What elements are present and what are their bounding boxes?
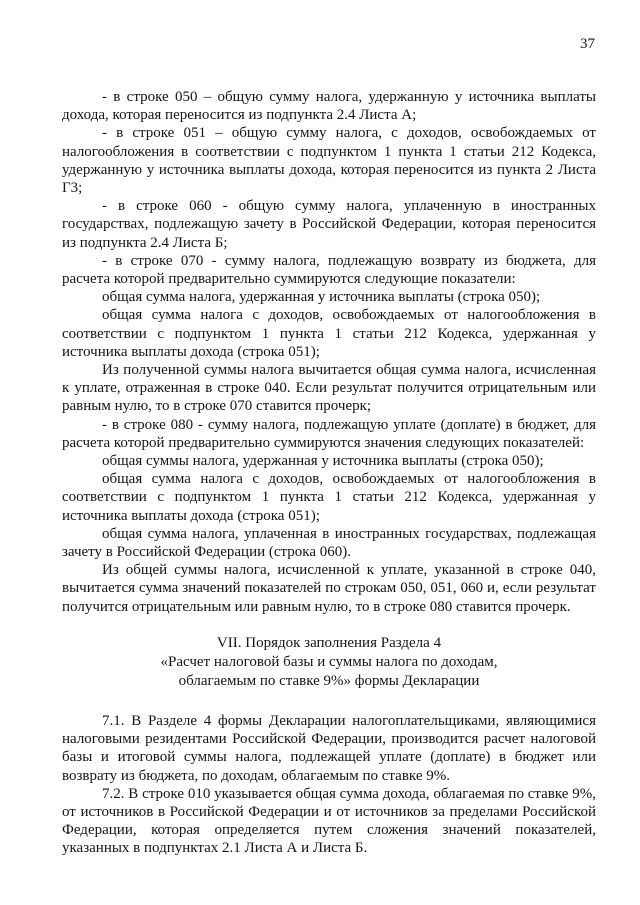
- paragraph-line-050: - в строке 050 – общую сумму налога, удержанную у источника выплаты дохода, которая переносится из подпункта 2.4 Листа А;: [62, 89, 596, 124]
- paragraph-080-item-2: общая сумма налога с доходов, освобождаемых от налогообложения в соответствии с подпунктом 1 пункта 1 статьи 212 Кодекса, удержанная у источника выплаты дохода (строка 051);: [62, 471, 596, 524]
- paragraph-070-item-1: общая сумма налога, удержанная у источника выплаты (строка 050);: [102, 289, 541, 306]
- paragraph-line-080: - в строке 080 - сумму налога, подлежащую уплате (доплате) в бюджет, для расчета которой предварительно суммируются значения следующих показателей:: [62, 416, 596, 451]
- section-title-line-1: VII. Порядок заполнения Раздела 4: [216, 634, 442, 651]
- paragraph-070-item-2: общая сумма налога с доходов, освобождаемых от налогообложения в соответствии с подпунктом 1 пункта 1 статьи 212 Кодекса, удержанная у источника выплаты дохода (строка 051);: [62, 307, 596, 360]
- document-body: [62, 88, 596, 858]
- paragraph-7-1: 7.1. В Разделе 4 формы Декларации налогоплательщиками, являющимися налоговыми резидентами Российской Федерации, производится расчет налоговой базы и итоговой суммы налога, подлежащей уплате (доплате) в бюджет или возврату из бюджета, по доходам, облагаемым по ставке 9%.: [62, 712, 596, 784]
- paragraph-070-result: Из полученной суммы налога вычитается общая сумма налога, исчисленная к уплате, отраженная в строке 040. Если результат получится отрицательным или равным нулю, то в строке 070 ставится прочерк;: [62, 362, 596, 415]
- paragraph-7-2: 7.2. В строке 010 указывается общая сумма дохода, облагаемая по ставке 9%, от источников в Российской Федерации и от источников за пределами Российской Федерации, которая определяется путем сложения значений показателей, указанных в подпунктах 2.1 Листа А и Листа Б.: [62, 785, 596, 857]
- paragraph-line-051: - в строке 051 – общую сумму налога, с доходов, освобождаемых от налогообложения в соответствии с подпунктом 1 пункта 1 статьи 212 Кодекса, удержанную у источника выплаты дохода, которая переносится из пункта 2 Листа Г3;: [62, 125, 596, 197]
- paragraph-080-result: Из общей суммы налога, исчисленной к уплате, указанной в строке 040, вычитается сумма значений показателей по строкам 050, 051, 060 и, если результат получится отрицательным или равным нулю, то в строке 080 ставится прочерк.: [62, 562, 596, 615]
- paragraph-080-item-3: общая сумма налога, уплаченная в иностранных государствах, подлежащая зачету в Российской Федерации (строка 060).: [62, 525, 596, 561]
- paragraph-line-060: - в строке 060 - общую сумму налога, уплаченную в иностранных государствах, подлежащую зачету в Российской Федерации, которая переносится из подпункта 2.4 Листа Б;: [62, 198, 596, 251]
- paragraph-line-070: - в строке 070 - сумму налога, подлежащую возврату из бюджета, для расчета которой предварительно суммируются следующие показатели:: [62, 252, 596, 288]
- paragraph-080-item-1: общая суммы налога, удержанная у источника выплаты (строка 050);: [102, 453, 544, 470]
- section-heading: [62, 634, 596, 691]
- page-number: 37: [580, 36, 595, 52]
- section-title-line-2: «Расчет налоговой базы и суммы налога по доходам,: [160, 653, 498, 670]
- section-title-line-3: облагаемым по ставке 9%» формы Декларации: [178, 672, 480, 689]
